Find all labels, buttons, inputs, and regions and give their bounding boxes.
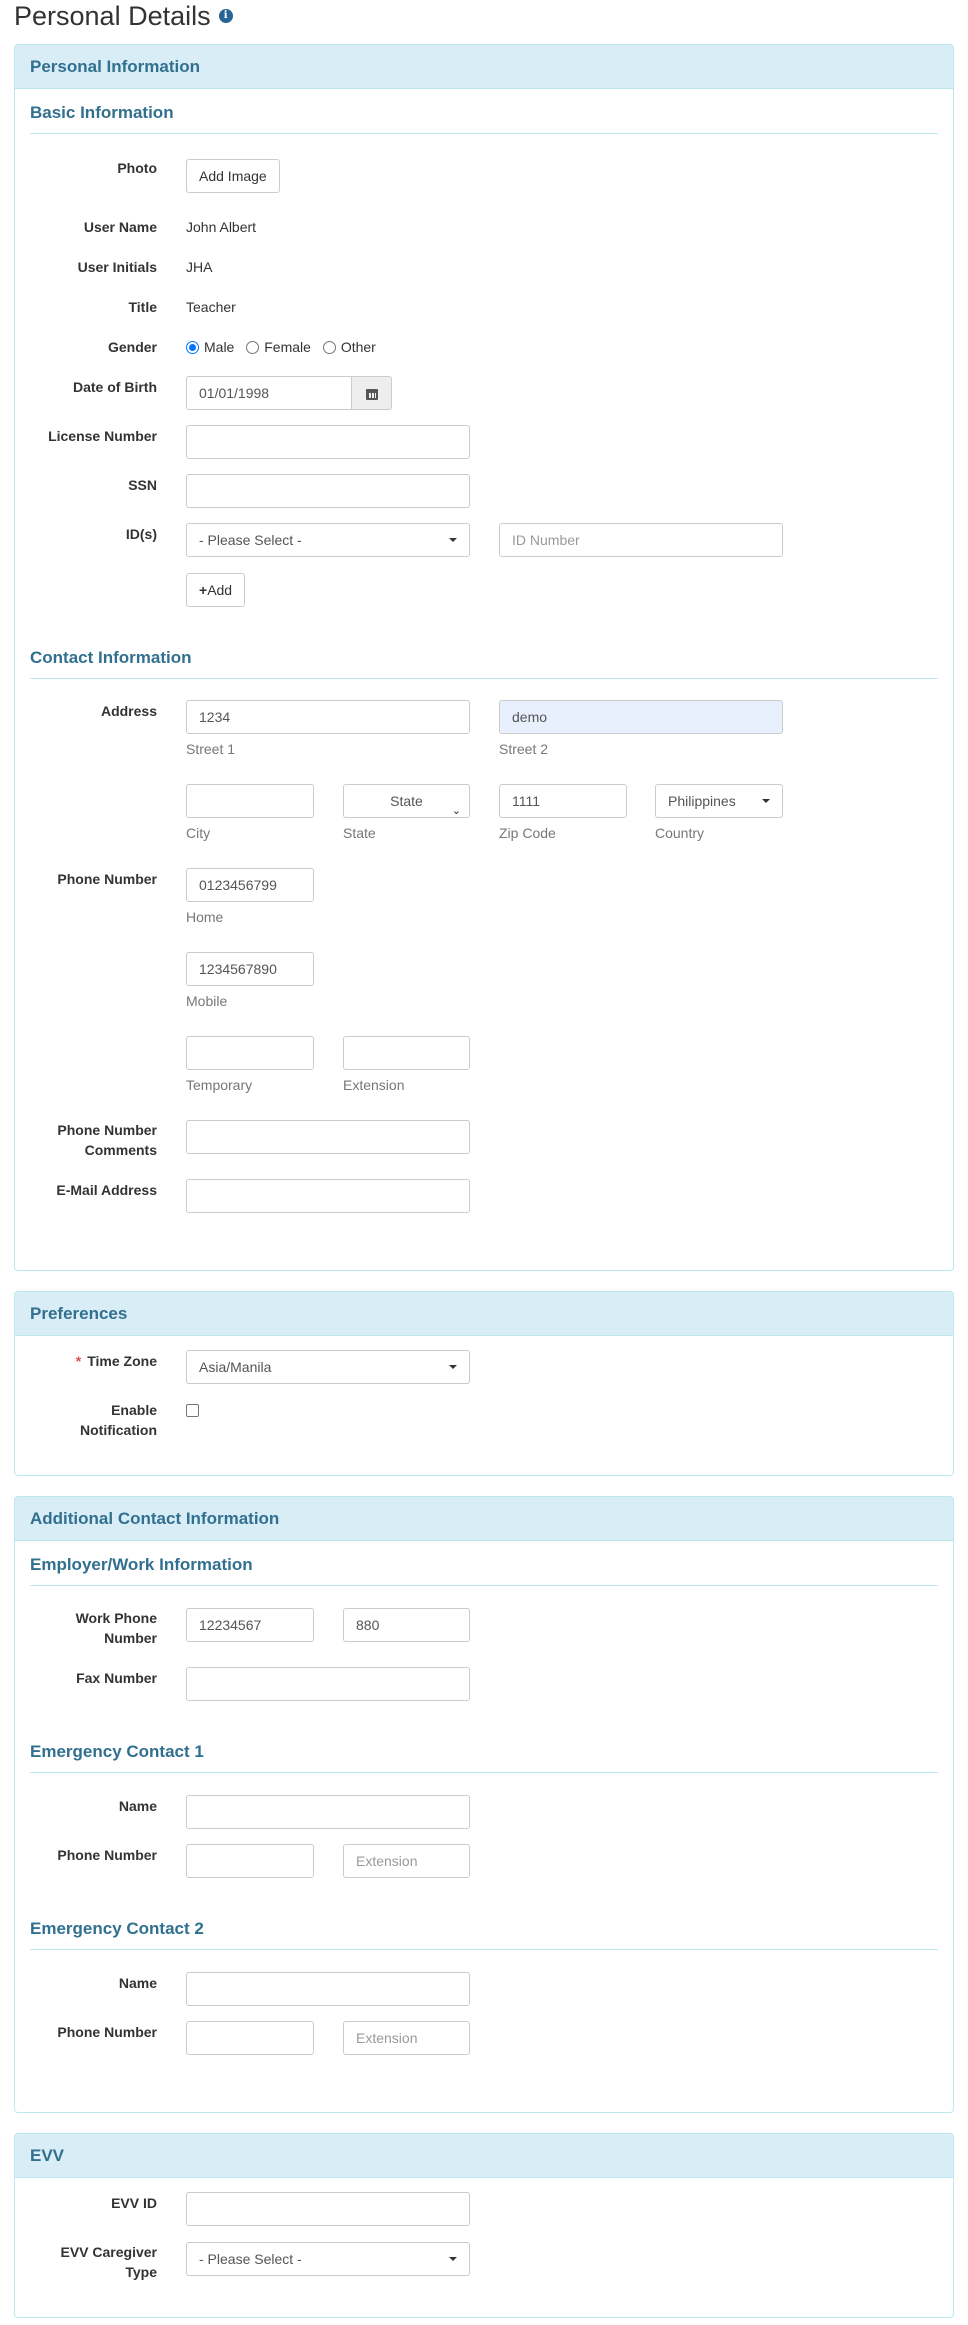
ids-label: ID(s) [125,526,157,542]
title-value: Teacher [186,299,236,315]
gender-female-option[interactable] [246,339,311,355]
gender-male-option[interactable] [186,339,234,355]
street2-input[interactable]: demo [499,700,783,734]
emergency-contact-1-title: Emergency Contact 1 [30,1742,938,1773]
evv-caregiver-type-label [15,2242,157,2282]
zip-code-caption: Zip Code [499,825,556,841]
enable-notification-checkbox[interactable] [186,1404,199,1417]
page-title [14,0,233,32]
evv-caregiver-label-line2: Type [125,2264,157,2280]
calendar-button[interactable] [352,376,392,410]
ssn-label: SSN [128,477,157,493]
plus-icon: + [199,582,208,598]
temporary-phone-caption: Temporary [186,1077,253,1093]
evv-caregiver-type-select[interactable] [186,2242,470,2276]
user-name-label: User Name [83,219,157,235]
fax-number-label: Fax Number [76,1670,157,1686]
time-zone-select[interactable] [186,1350,470,1384]
temporary-phone-input[interactable] [186,1036,314,1070]
emergency2-phone-label: Phone Number [57,2024,157,2040]
emergency2-phone-input[interactable] [186,2021,314,2055]
photo-label: Photo [117,160,157,176]
evv-caregiver-select-value: - Please Select - [199,2251,302,2267]
caret-down-icon [449,2257,457,2261]
work-phone-label-line2: Number [104,1630,157,1646]
gender-male-label: Male [204,339,235,355]
emergency1-phone-input[interactable] [186,1844,314,1878]
caret-down-icon [449,1365,457,1369]
gender-label: Gender [107,339,157,355]
mobile-phone-input[interactable]: 1234567890 [186,952,314,986]
user-initials-value: JHA [186,259,213,275]
emergency2-name-label: Name [118,1975,157,1991]
time-zone-label-text: Time Zone [87,1353,157,1369]
phone-comments-label [15,1120,157,1160]
additional-contact-heading: Additional Contact Information [15,1497,953,1541]
time-zone-select-value: Asia/Manila [199,1359,272,1375]
country-select[interactable] [655,784,783,818]
extension-input[interactable] [343,1036,470,1070]
address-label: Address [100,703,157,719]
state-select-value: State [390,793,423,809]
enable-notification-label-line1: Enable [111,1402,157,1418]
contact-information-title: Contact Information [30,648,938,679]
emergency2-name-input[interactable] [186,1972,470,2006]
basic-information-title: Basic Information [30,103,938,134]
dob-label: Date of Birth [73,379,157,395]
evv-id-input[interactable] [186,2192,470,2226]
chevron-down-icon: ⌄ [451,805,461,817]
license-number-label: License Number [48,428,157,444]
license-number-input[interactable] [186,425,470,459]
street1-input[interactable]: 1234 [186,700,470,734]
gender-other-label: Other [340,339,376,355]
mobile-phone-caption: Mobile [186,993,228,1009]
emergency1-name-label: Name [118,1798,157,1814]
home-phone-input[interactable]: 0123456799 [186,868,314,902]
phone-comments-input[interactable] [186,1120,470,1154]
enable-notification-label [15,1400,157,1440]
gender-female-label: Female [264,339,311,355]
add-id-label: Add [207,582,233,598]
emergency1-name-input[interactable] [186,1795,470,1829]
preferences-panel [14,1291,954,1476]
caret-down-icon [762,799,770,803]
extension-caption: Extension [343,1077,405,1093]
zip-code-input[interactable]: 1111 [499,784,627,818]
required-marker: * [75,1353,82,1369]
emergency2-extension-input[interactable]: Extension [343,2021,470,2055]
calendar-icon [366,389,378,400]
emergency1-phone-label: Phone Number [57,1847,157,1863]
dob-input[interactable]: 01/01/1998 [186,376,352,410]
home-phone-caption: Home [186,909,224,925]
evv-id-label: EVV ID [111,2195,157,2211]
phone-comments-label-line1: Phone Number [57,1122,157,1138]
personal-information-panel [14,44,954,1271]
employer-work-title: Employer/Work Information [30,1555,938,1586]
radio-selected-icon[interactable] [186,341,199,354]
ssn-input[interactable] [186,474,470,508]
preferences-heading: Preferences [15,1292,953,1336]
gender-other-option[interactable] [323,339,376,355]
work-phone-input[interactable]: 12234567 [186,1608,314,1642]
country-select-value: Philippines [668,793,736,809]
work-phone-label [15,1608,157,1648]
city-caption: City [186,825,211,841]
time-zone-label [15,1351,157,1371]
user-initials-label: User Initials [77,259,157,275]
fax-number-input[interactable] [186,1667,470,1701]
page-title-text: Personal Details [14,1,211,31]
personal-information-heading: Personal Information [15,45,953,89]
info-circle-icon[interactable]: i [219,9,233,23]
id-type-select-value: - Please Select - [199,532,302,548]
work-phone-extension-input[interactable]: 880 [343,1608,470,1642]
city-input[interactable] [186,784,314,818]
evv-caregiver-label-line1: EVV Caregiver [60,2244,157,2260]
add-id-button[interactable] [186,573,245,607]
gender-radio-group [186,337,376,357]
state-select[interactable] [343,784,470,818]
evv-heading: EVV [15,2134,953,2178]
phone-number-label: Phone Number [57,871,157,887]
additional-contact-panel [14,1496,954,2113]
state-caption: State [343,825,376,841]
work-phone-label-line1: Work Phone [75,1610,157,1626]
caret-down-icon [449,538,457,542]
title-label: Title [128,299,157,315]
email-input[interactable] [186,1179,470,1213]
phone-comments-label-line2: Comments [84,1142,157,1158]
enable-notification-label-line2: Notification [80,1422,157,1438]
evv-panel [14,2133,954,2318]
id-number-input[interactable]: ID Number [499,523,783,557]
add-image-button[interactable]: Add Image [186,159,280,193]
emergency1-extension-input[interactable]: Extension [343,1844,470,1878]
radio-unselected-icon[interactable] [246,341,259,354]
email-label: E-Mail Address [56,1182,157,1198]
street2-caption: Street 2 [499,741,549,757]
country-caption: Country [655,825,705,841]
user-name-value: John Albert [186,219,257,235]
street1-caption: Street 1 [186,741,236,757]
radio-unselected-icon[interactable] [323,341,336,354]
id-type-select[interactable] [186,523,470,557]
emergency-contact-2-title: Emergency Contact 2 [30,1919,938,1950]
